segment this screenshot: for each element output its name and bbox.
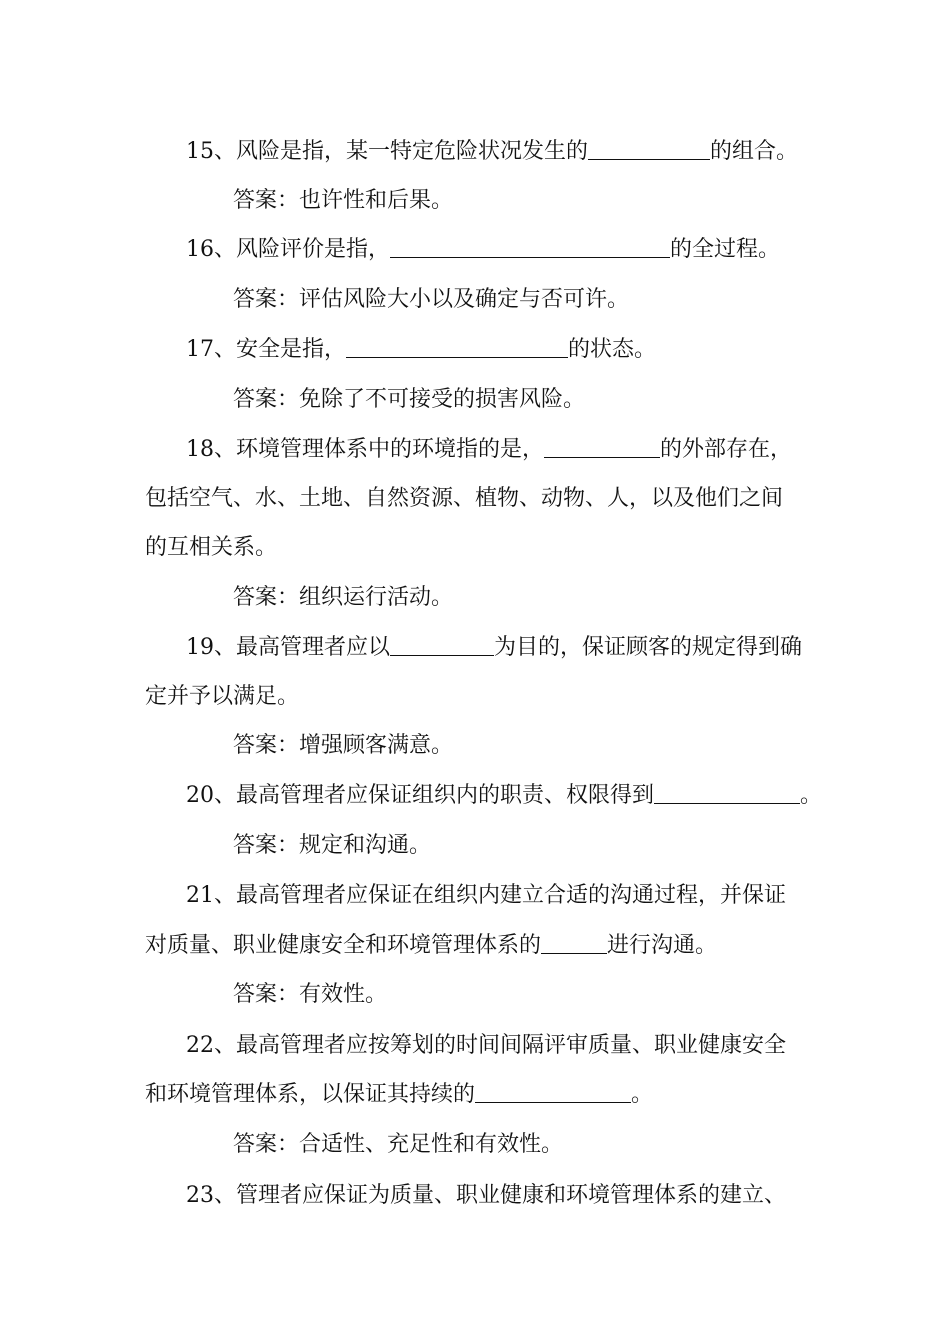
question-text: 、管理者应保证为质量、职业健康和环境管理体系的建立、	[214, 1183, 787, 1208]
question-18-continued: 包括空气、水、土地、自然资源、植物、动物、人，以及他们之间	[145, 486, 784, 511]
question-text: 。	[800, 783, 823, 808]
answer-20: 答案：规定和沟通。	[233, 833, 432, 858]
question-text: 和环境管理体系，以保证其持续的	[145, 1082, 476, 1107]
question-17	[0, 330, 950, 370]
question-16	[0, 230, 950, 270]
question-text: 的外部存在，	[660, 437, 793, 462]
answer-16: 答案：评估风险大小以及确定与否可许。	[233, 287, 630, 312]
question-text: 的状态。	[568, 337, 657, 362]
question-text: 为目的，保证顾客的规定得到确	[494, 635, 803, 660]
answer-blank	[390, 231, 670, 258]
answer-blank	[390, 629, 494, 656]
question-22	[0, 1026, 950, 1066]
question-number: 16	[186, 237, 214, 262]
question-text: 、最高管理者应按筹划的时间间隔评审质量、职业健康安全	[214, 1033, 787, 1058]
question-19-continued: 定并予以满足。	[145, 684, 300, 709]
question-number: 19	[186, 635, 214, 660]
question-21	[0, 876, 950, 916]
question-text: 的组合。	[710, 139, 799, 164]
answer-blank	[544, 431, 660, 458]
answer-21: 答案：有效性。	[233, 982, 388, 1007]
question-number: 21	[186, 883, 214, 908]
question-text: 、最高管理者应保证在组织内建立合适的沟通过程，并保证	[214, 883, 787, 908]
question-number: 22	[186, 1033, 214, 1058]
answer-19: 答案：增强顾客满意。	[233, 733, 454, 758]
question-number: 20	[186, 783, 214, 808]
question-text: 的全过程。	[670, 237, 781, 262]
answer-22: 答案：合适性、充足性和有效性。	[233, 1132, 564, 1157]
question-text: 、安全是指，	[214, 337, 347, 362]
question-text: 、最高管理者应保证组织内的职责、权限得到	[214, 783, 655, 808]
answer-blank	[654, 777, 800, 804]
question-text: 、最高管理者应以	[214, 635, 391, 660]
question-22-continued	[0, 1075, 950, 1115]
answer-18: 答案：组织运行活动。	[233, 585, 454, 610]
question-text: 对质量、职业健康安全和环境管理体系的	[145, 933, 542, 958]
question-text: 、风险评价是指，	[214, 237, 391, 262]
question-18-continued: 的互相关系。	[145, 535, 278, 560]
answer-blank	[588, 133, 710, 160]
question-text: 进行沟通。	[607, 933, 718, 958]
question-15	[0, 132, 950, 172]
question-number: 17	[186, 337, 214, 362]
question-19	[0, 628, 950, 668]
question-18	[0, 430, 950, 470]
question-text: 、环境管理体系中的环境指的是，	[214, 437, 545, 462]
question-text: 、风险是指，某一特定危险状况发生的	[214, 139, 589, 164]
answer-17: 答案：免除了不可接受的损害风险。	[233, 387, 586, 412]
question-number: 23	[186, 1183, 214, 1208]
answer-15: 答案：也许性和后果。	[233, 188, 454, 213]
question-number: 18	[186, 437, 214, 462]
question-20	[0, 776, 950, 816]
question-text: 。	[631, 1082, 654, 1107]
answer-blank	[475, 1076, 631, 1103]
answer-blank	[346, 331, 568, 358]
question-23	[0, 1176, 950, 1216]
question-number: 15	[186, 139, 214, 164]
answer-blank	[541, 927, 607, 954]
question-21-continued	[0, 926, 950, 966]
